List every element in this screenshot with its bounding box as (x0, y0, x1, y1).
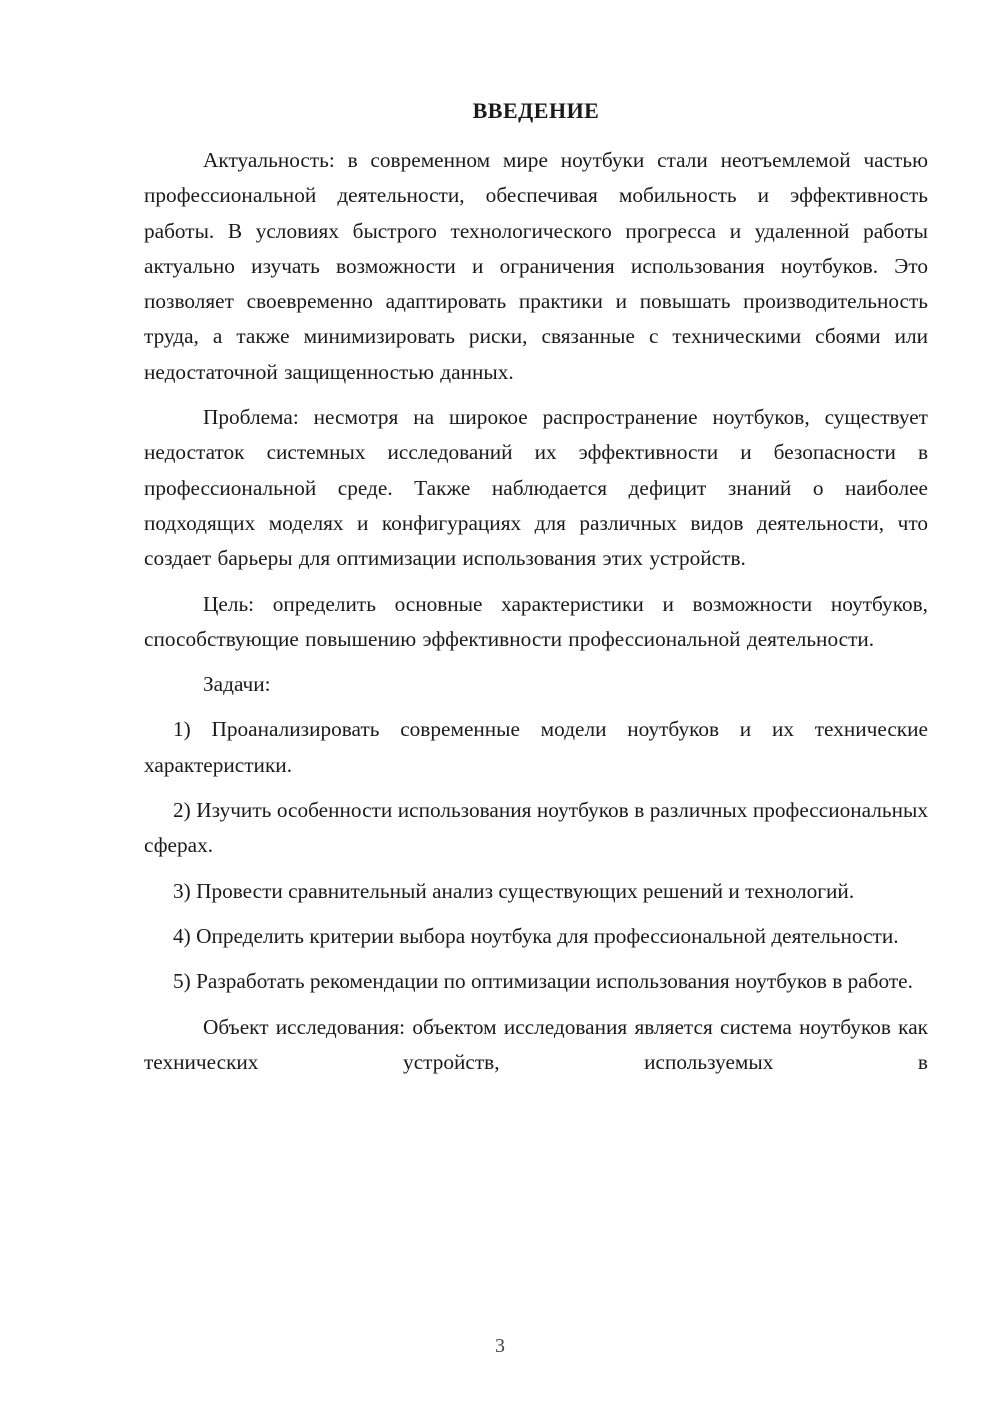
tasks-list (144, 712, 928, 999)
document-body (144, 143, 928, 1080)
page-title: ВВЕДЕНИЕ (472, 98, 600, 123)
page-number: 3 (495, 1335, 505, 1357)
task-item-2: 2) Изучить особенности использования ноутбуков в различных профессиональных сферах. (144, 798, 928, 858)
task-item-3: 3) Провести сравнительный анализ существующих решений и технологий. (173, 878, 855, 903)
task-item-1: 1) Проанализировать современные модели ноутбуков и их технические характеристики. (144, 717, 928, 777)
paragraph-problem: Проблема: несмотря на широкое распространение ноутбуков, существует недостаток системных исследований их эффективности и безопасности в профессиональной среде. Также наблюдается дефицит знаний о наиболее подходящих моделях и конфигурациях для различных видов деятельности, что создает барьеры для оптимизации использования этих устройств. (144, 405, 928, 571)
task-item-4: 4) Определить критерии выбора ноутбука для профессиональной деятельности. (173, 923, 899, 948)
task-item-5: 5) Разработать рекомендации по оптимизации использования ноутбуков в работе. (173, 969, 913, 994)
paragraph-relevance: Актуальность: в современном мире ноутбуки стали неотъемлемой частью профессиональной деятельности, обеспечивая мобильность и эффективность работы. В условиях быстрого технологического прогресса и удаленной работы актуально изучать возможности и ограничения использования ноутбуков. Это позволяет своевременно адаптировать практики и повышать производительность труда, а также минимизировать риски, связанные с техническими сбоями или недостаточной защищенностью данных. (144, 148, 928, 384)
paragraph-object: Объект исследования: объектом исследования является система ноутбуков как технических устройств, используемых в (144, 1014, 928, 1074)
paragraph-goal: Цель: определить основные характеристики и возможности ноутбуков, способствующие повышению эффективности профессиональной деятельности. (144, 591, 928, 651)
tasks-heading: Задачи: (203, 672, 271, 697)
